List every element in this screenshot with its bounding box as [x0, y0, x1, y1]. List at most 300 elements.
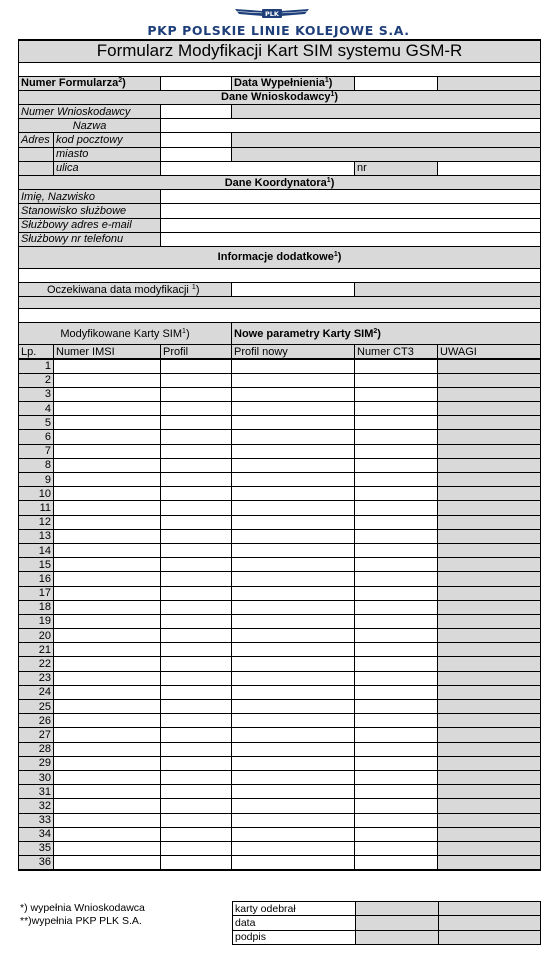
fill-date-field[interactable] — [355, 76, 438, 90]
imsi-cell[interactable] — [54, 572, 161, 586]
fill-date-extra — [438, 76, 541, 90]
ct3-cell[interactable] — [355, 501, 438, 515]
additional-info-section-title: Informacje dodatkowe$^1$) — [19, 246, 541, 268]
applicant-name-field[interactable] — [161, 119, 541, 133]
sim-table-row — [19, 458, 541, 472]
coordinator-position-field[interactable] — [161, 204, 541, 218]
row-number: 31 — [19, 785, 54, 799]
street-label: ulica — [54, 161, 161, 175]
remarks-cell[interactable] — [438, 700, 541, 714]
profile-cell[interactable] — [161, 629, 232, 643]
sim-table-row — [19, 473, 541, 487]
ct3-cell[interactable] — [355, 487, 438, 501]
receipt-date-extra[interactable] — [439, 916, 541, 930]
imsi-cell[interactable] — [54, 614, 161, 628]
row-number: 7 — [19, 444, 54, 458]
imsi-cell[interactable] — [54, 728, 161, 742]
receipt-table — [232, 901, 541, 945]
applicant-section-title: Dane Wnioskodawcy$^1$) — [19, 90, 541, 104]
remarks-cell[interactable] — [438, 770, 541, 784]
ct3-cell[interactable] — [355, 416, 438, 430]
address-label-spacer — [19, 147, 54, 161]
new-profile-cell[interactable] — [232, 841, 355, 855]
profile-cell[interactable] — [161, 785, 232, 799]
remarks-cell[interactable] — [438, 359, 541, 373]
imsi-cell[interactable] — [54, 543, 161, 557]
row-number: 26 — [19, 714, 54, 728]
profile-cell[interactable] — [161, 586, 232, 600]
imsi-cell[interactable] — [54, 373, 161, 387]
profile-cell[interactable] — [161, 572, 232, 586]
ct3-cell[interactable] — [355, 572, 438, 586]
profile-cell[interactable] — [161, 614, 232, 628]
profile-cell[interactable] — [161, 657, 232, 671]
sim-table-row — [19, 629, 541, 643]
sim-table-row — [19, 430, 541, 444]
applicant-number-label: Numer Wnioskodawcy — [19, 105, 161, 119]
logo-mark-text: PLK — [265, 10, 279, 19]
new-profile-cell[interactable] — [232, 487, 355, 501]
street-nr-field[interactable] — [438, 161, 541, 175]
sim-table-row — [19, 841, 541, 855]
receipt-date-label: data — [233, 916, 356, 930]
col-header-lp: Lp. — [19, 345, 54, 359]
remarks-cell[interactable] — [438, 558, 541, 572]
profile-cell[interactable] — [161, 799, 232, 813]
profile-cell[interactable] — [161, 558, 232, 572]
coordinator-email-label: Służbowy adres e-mail — [19, 218, 161, 232]
profile-cell[interactable] — [161, 756, 232, 770]
profile-cell[interactable] — [161, 643, 232, 657]
imsi-cell[interactable] — [54, 714, 161, 728]
row-number: 6 — [19, 430, 54, 444]
coordinator-name-field[interactable] — [161, 190, 541, 204]
profile-cell[interactable] — [161, 430, 232, 444]
remarks-cell[interactable] — [438, 785, 541, 799]
applicant-number-filler — [232, 105, 541, 119]
street-nr-label: nr — [355, 161, 438, 175]
row-number: 25 — [19, 700, 54, 714]
remarks-cell[interactable] — [438, 572, 541, 586]
address-label-spacer — [19, 161, 54, 175]
row-number: 2 — [19, 373, 54, 387]
coordinator-section-title: Dane Koordynatora$^1$) — [19, 176, 541, 190]
new-profile-cell[interactable] — [232, 586, 355, 600]
row-number: 9 — [19, 473, 54, 487]
row-number: 15 — [19, 558, 54, 572]
ct3-cell[interactable] — [355, 714, 438, 728]
sim-table-row — [19, 813, 541, 827]
sim-table-row — [19, 614, 541, 628]
coordinator-email-field[interactable] — [161, 218, 541, 232]
ct3-cell[interactable] — [355, 473, 438, 487]
footnote-applicant: *) wypełnia Wnioskodawca — [20, 902, 145, 914]
remarks-cell[interactable] — [438, 813, 541, 827]
new-profile-cell[interactable] — [232, 657, 355, 671]
ct3-cell[interactable] — [355, 373, 438, 387]
remarks-cell[interactable] — [438, 841, 541, 855]
row-number: 12 — [19, 515, 54, 529]
sim-table-row — [19, 444, 541, 458]
remarks-cell[interactable] — [438, 643, 541, 657]
ct3-cell[interactable] — [355, 700, 438, 714]
coordinator-position-label: Stanowisko służbowe — [19, 204, 161, 218]
profile-cell[interactable] — [161, 671, 232, 685]
ct3-cell[interactable] — [355, 827, 438, 841]
sim-table-row — [19, 856, 541, 870]
profile-cell[interactable] — [161, 402, 232, 416]
expected-date-field[interactable] — [232, 283, 355, 297]
sim-table-row — [19, 416, 541, 430]
new-profile-cell[interactable] — [232, 714, 355, 728]
profile-cell[interactable] — [161, 373, 232, 387]
coordinator-name-label: Imię, Nazwisko — [19, 190, 161, 204]
received-by-extra[interactable] — [439, 902, 541, 916]
new-profile-cell[interactable] — [232, 402, 355, 416]
sim-table-row — [19, 515, 541, 529]
new-profile-cell[interactable] — [232, 473, 355, 487]
new-profile-cell[interactable] — [232, 387, 355, 401]
imsi-cell[interactable] — [54, 827, 161, 841]
profile-cell[interactable] — [161, 600, 232, 614]
profile-cell[interactable] — [161, 700, 232, 714]
sim-table-row — [19, 543, 541, 557]
ct3-cell[interactable] — [355, 770, 438, 784]
ct3-cell[interactable] — [355, 614, 438, 628]
profile-cell[interactable] — [161, 359, 232, 373]
profile-cell[interactable] — [161, 813, 232, 827]
applicant-name-label: Nazwa — [19, 119, 161, 133]
imsi-cell[interactable] — [54, 841, 161, 855]
sim-table-row — [19, 600, 541, 614]
remarks-cell[interactable] — [438, 671, 541, 685]
spacer-row — [19, 268, 541, 282]
row-number: 17 — [19, 586, 54, 600]
row-number: 29 — [19, 756, 54, 770]
form-title: Formularz Modyfikacji Kart SIM systemu GSM-R — [19, 40, 541, 62]
ct3-cell[interactable] — [355, 685, 438, 699]
col-header-profile: Profil — [161, 345, 232, 359]
remarks-cell[interactable] — [438, 373, 541, 387]
row-number: 27 — [19, 728, 54, 742]
row-number: 30 — [19, 770, 54, 784]
remarks-cell[interactable] — [438, 657, 541, 671]
row-number: 23 — [19, 671, 54, 685]
footnote-plk: **)wypełnia PKP PLK S.A. — [20, 914, 142, 927]
expected-date-filler — [355, 283, 541, 297]
sim-table-row — [19, 586, 541, 600]
imsi-cell[interactable] — [54, 515, 161, 529]
ct3-cell[interactable] — [355, 558, 438, 572]
imsi-cell[interactable] — [54, 643, 161, 657]
imsi-cell[interactable] — [54, 430, 161, 444]
profile-cell[interactable] — [161, 742, 232, 756]
ct3-cell[interactable] — [355, 671, 438, 685]
profile-cell[interactable] — [161, 416, 232, 430]
ct3-cell[interactable] — [355, 586, 438, 600]
remarks-cell[interactable] — [438, 430, 541, 444]
new-profile-cell[interactable] — [232, 629, 355, 643]
new-profile-cell[interactable] — [232, 813, 355, 827]
sim-table-row — [19, 373, 541, 387]
new-profile-cell[interactable] — [232, 543, 355, 557]
profile-cell[interactable] — [161, 458, 232, 472]
remarks-cell[interactable] — [438, 799, 541, 813]
imsi-cell[interactable] — [54, 402, 161, 416]
remarks-cell[interactable] — [438, 614, 541, 628]
imsi-cell[interactable] — [54, 501, 161, 515]
remarks-cell[interactable] — [438, 387, 541, 401]
remarks-cell[interactable] — [438, 600, 541, 614]
receipt-signature-field[interactable] — [356, 930, 439, 944]
imsi-cell[interactable] — [54, 416, 161, 430]
receipt-date-field[interactable] — [356, 916, 439, 930]
sim-table-row — [19, 572, 541, 586]
profile-cell[interactable] — [161, 515, 232, 529]
modified-sim-title: Modyfikowane Karty SIM$^1$) — [19, 323, 232, 345]
coordinator-phone-label: Służbowy nr telefonu — [19, 232, 161, 246]
sim-table-row — [19, 387, 541, 401]
remarks-cell[interactable] — [438, 473, 541, 487]
imsi-cell[interactable] — [54, 799, 161, 813]
row-number: 28 — [19, 742, 54, 756]
row-number: 35 — [19, 841, 54, 855]
new-profile-cell[interactable] — [232, 799, 355, 813]
ct3-cell[interactable] — [355, 643, 438, 657]
ct3-cell[interactable] — [355, 387, 438, 401]
applicant-number-field[interactable] — [161, 105, 232, 119]
imsi-cell[interactable] — [54, 657, 161, 671]
remarks-cell[interactable] — [438, 444, 541, 458]
profile-cell[interactable] — [161, 856, 232, 870]
imsi-cell[interactable] — [54, 813, 161, 827]
new-profile-cell[interactable] — [232, 416, 355, 430]
remarks-cell[interactable] — [438, 529, 541, 543]
profile-cell[interactable] — [161, 728, 232, 742]
ct3-cell[interactable] — [355, 458, 438, 472]
imsi-cell[interactable] — [54, 586, 161, 600]
col-header-remarks: UWAGI — [438, 345, 541, 359]
postal-code-field[interactable] — [161, 133, 232, 147]
new-profile-cell[interactable] — [232, 572, 355, 586]
ct3-cell[interactable] — [355, 756, 438, 770]
remarks-cell[interactable] — [438, 487, 541, 501]
profile-cell[interactable] — [161, 387, 232, 401]
ct3-cell[interactable] — [355, 529, 438, 543]
sim-modification-form — [18, 39, 541, 871]
imsi-cell[interactable] — [54, 785, 161, 799]
new-profile-cell[interactable] — [232, 756, 355, 770]
company-logo — [0, 4, 557, 38]
sim-table-row — [19, 657, 541, 671]
ct3-cell[interactable] — [355, 430, 438, 444]
profile-cell[interactable] — [161, 714, 232, 728]
remarks-cell[interactable] — [438, 416, 541, 430]
ct3-cell[interactable] — [355, 728, 438, 742]
ct3-cell[interactable] — [355, 813, 438, 827]
new-profile-cell[interactable] — [232, 515, 355, 529]
ct3-cell[interactable] — [355, 629, 438, 643]
company-name: PKP POLSKIE LINIE KOLEJOWE S.A. — [147, 23, 410, 38]
sim-table-row — [19, 756, 541, 770]
remarks-cell[interactable] — [438, 742, 541, 756]
row-number: 20 — [19, 629, 54, 643]
profile-cell[interactable] — [161, 543, 232, 557]
new-profile-cell[interactable] — [232, 742, 355, 756]
row-number: 24 — [19, 685, 54, 699]
sim-table-row — [19, 785, 541, 799]
imsi-cell[interactable] — [54, 856, 161, 870]
postal-code-label: kod pocztowy — [54, 133, 161, 147]
profile-cell[interactable] — [161, 827, 232, 841]
row-number: 13 — [19, 529, 54, 543]
remarks-cell[interactable] — [438, 543, 541, 557]
remarks-cell[interactable] — [438, 501, 541, 515]
profile-cell[interactable] — [161, 529, 232, 543]
profile-cell[interactable] — [161, 770, 232, 784]
new-profile-cell[interactable] — [232, 359, 355, 373]
imsi-cell[interactable] — [54, 600, 161, 614]
row-number: 11 — [19, 501, 54, 515]
sim-table-row — [19, 558, 541, 572]
receipt-signature-label: podpis — [233, 930, 356, 944]
spacer-row — [19, 62, 541, 76]
remarks-cell[interactable] — [438, 756, 541, 770]
imsi-cell[interactable] — [54, 387, 161, 401]
imsi-cell[interactable] — [54, 444, 161, 458]
imsi-cell[interactable] — [54, 742, 161, 756]
profile-cell[interactable] — [161, 487, 232, 501]
col-header-ct3: Numer CT3 — [355, 345, 438, 359]
row-number: 14 — [19, 543, 54, 557]
new-profile-cell[interactable] — [232, 373, 355, 387]
new-profile-cell[interactable] — [232, 785, 355, 799]
ct3-cell[interactable] — [355, 856, 438, 870]
coordinator-phone-field[interactable] — [161, 232, 541, 246]
remarks-cell[interactable] — [438, 586, 541, 600]
new-profile-cell[interactable] — [232, 827, 355, 841]
imsi-cell[interactable] — [54, 700, 161, 714]
new-profile-cell[interactable] — [232, 600, 355, 614]
remarks-cell[interactable] — [438, 629, 541, 643]
new-profile-cell[interactable] — [232, 430, 355, 444]
received-by-label: karty odebrał — [233, 902, 356, 916]
row-number: 36 — [19, 856, 54, 870]
row-number: 4 — [19, 402, 54, 416]
new-profile-cell[interactable] — [232, 458, 355, 472]
footnotes — [20, 902, 145, 927]
remarks-cell[interactable] — [438, 714, 541, 728]
row-number: 32 — [19, 799, 54, 813]
street-field[interactable] — [161, 161, 355, 175]
new-profile-cell[interactable] — [232, 501, 355, 515]
remarks-cell[interactable] — [438, 728, 541, 742]
profile-cell[interactable] — [161, 685, 232, 699]
ct3-cell[interactable] — [355, 799, 438, 813]
new-profile-cell[interactable] — [232, 529, 355, 543]
new-profile-cell[interactable] — [232, 614, 355, 628]
profile-cell[interactable] — [161, 473, 232, 487]
ct3-cell[interactable] — [355, 785, 438, 799]
sim-table-row — [19, 501, 541, 515]
profile-cell[interactable] — [161, 444, 232, 458]
remarks-cell[interactable] — [438, 458, 541, 472]
new-profile-cell[interactable] — [232, 444, 355, 458]
plk-winged-emblem — [233, 6, 311, 20]
profile-cell[interactable] — [161, 841, 232, 855]
row-number: 8 — [19, 458, 54, 472]
sim-table-row — [19, 487, 541, 501]
new-profile-cell[interactable] — [232, 856, 355, 870]
imsi-cell[interactable] — [54, 458, 161, 472]
remarks-cell[interactable] — [438, 685, 541, 699]
imsi-cell[interactable] — [54, 671, 161, 685]
ct3-cell[interactable] — [355, 841, 438, 855]
imsi-cell[interactable] — [54, 558, 161, 572]
remarks-cell[interactable] — [438, 856, 541, 870]
imsi-cell[interactable] — [54, 756, 161, 770]
ct3-cell[interactable] — [355, 543, 438, 557]
ct3-cell[interactable] — [355, 444, 438, 458]
sim-table-row — [19, 700, 541, 714]
receipt-signature-extra[interactable] — [439, 930, 541, 944]
city-field[interactable] — [161, 147, 232, 161]
remarks-cell[interactable] — [438, 827, 541, 841]
ct3-cell[interactable] — [355, 515, 438, 529]
ct3-cell[interactable] — [355, 657, 438, 671]
col-header-imsi: Numer IMSI — [54, 345, 161, 359]
ct3-cell[interactable] — [355, 359, 438, 373]
form-number-field[interactable] — [161, 76, 232, 90]
remarks-cell[interactable] — [438, 515, 541, 529]
imsi-cell[interactable] — [54, 629, 161, 643]
imsi-cell[interactable] — [54, 359, 161, 373]
sim-table-row — [19, 714, 541, 728]
ct3-cell[interactable] — [355, 742, 438, 756]
imsi-cell[interactable] — [54, 487, 161, 501]
new-sim-params-title: Nowe parametry Karty SIM$^2$) — [232, 323, 541, 345]
imsi-cell[interactable] — [54, 473, 161, 487]
received-by-field[interactable] — [356, 902, 439, 916]
new-profile-cell[interactable] — [232, 700, 355, 714]
new-profile-cell[interactable] — [232, 643, 355, 657]
sim-table-row — [19, 402, 541, 416]
row-number: 22 — [19, 657, 54, 671]
city-filler — [232, 147, 541, 161]
sim-table-row — [19, 359, 541, 373]
row-number: 21 — [19, 643, 54, 657]
ct3-cell[interactable] — [355, 402, 438, 416]
new-profile-cell[interactable] — [232, 671, 355, 685]
row-number: 3 — [19, 387, 54, 401]
sim-table-row — [19, 742, 541, 756]
sim-table-row — [19, 671, 541, 685]
sim-table-row — [19, 770, 541, 784]
new-profile-cell[interactable] — [232, 685, 355, 699]
new-profile-cell[interactable] — [232, 558, 355, 572]
row-number: 1 — [19, 359, 54, 373]
new-profile-cell[interactable] — [232, 728, 355, 742]
address-label: Adres — [19, 133, 54, 147]
imsi-cell[interactable] — [54, 529, 161, 543]
sim-table-row — [19, 643, 541, 657]
profile-cell[interactable] — [161, 501, 232, 515]
ct3-cell[interactable] — [355, 600, 438, 614]
imsi-cell[interactable] — [54, 685, 161, 699]
remarks-cell[interactable] — [438, 402, 541, 416]
imsi-cell[interactable] — [54, 770, 161, 784]
new-profile-cell[interactable] — [232, 770, 355, 784]
